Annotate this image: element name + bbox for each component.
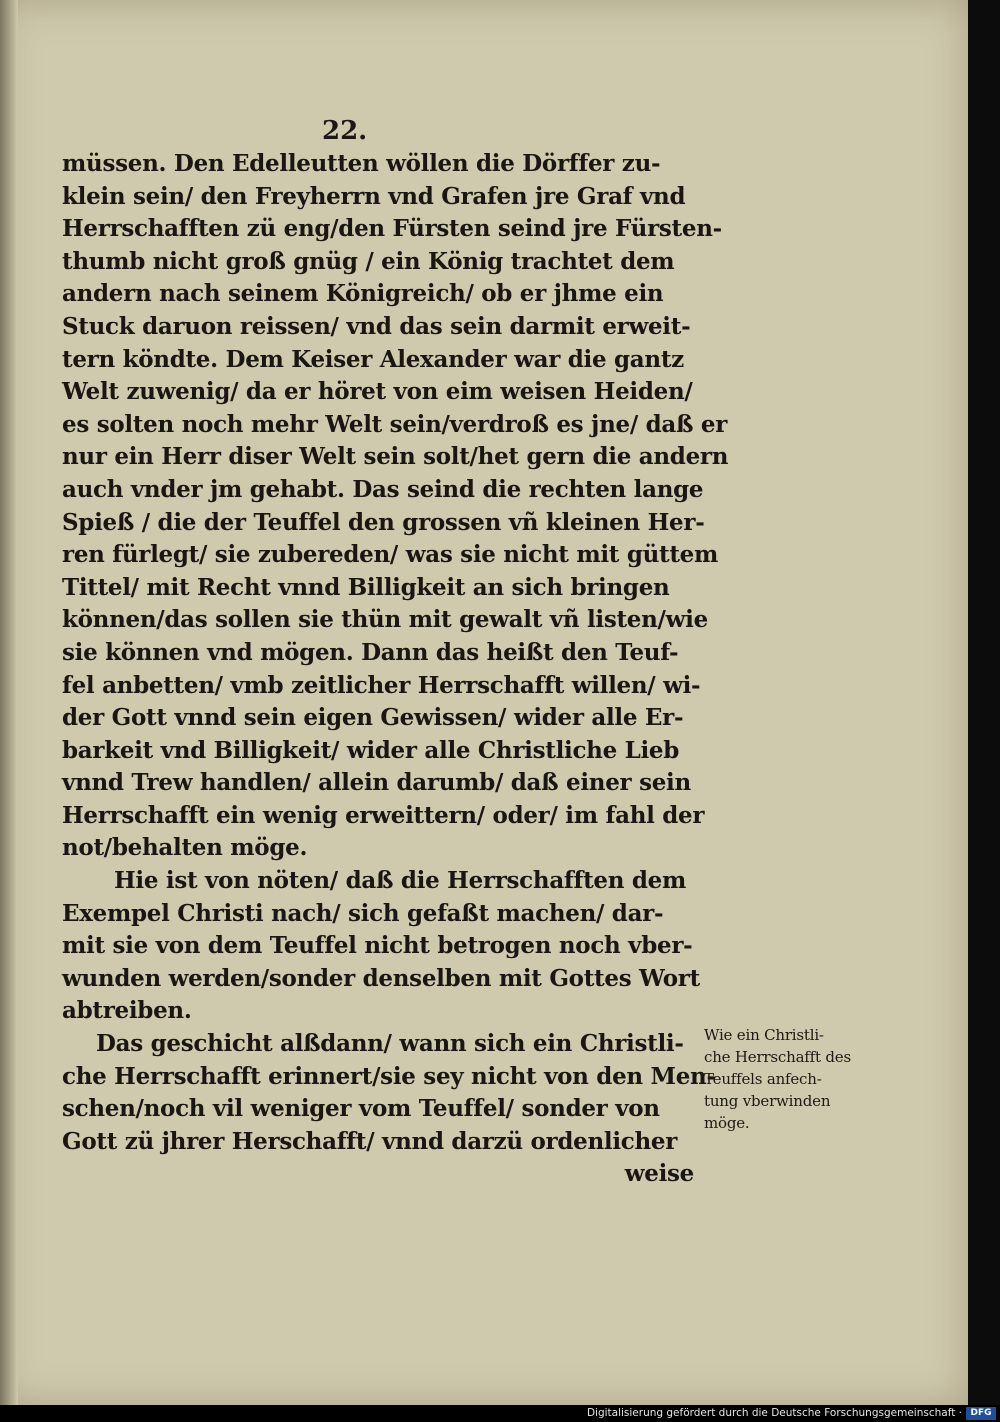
catchword: weise [624,1160,694,1188]
main-text-block [62,148,729,1191]
text-line: ren fürlegt/ sie zubereden/ was sie nicht mit güttem [62,541,719,569]
text-line: Spieß / die der Teuffel den grossen vñ kleinen Her- [62,508,705,536]
marginal-note-line: möge. [704,1114,750,1132]
text-line: che Herrschafft erinnert/sie sey nicht von den Men- [62,1062,716,1090]
text-line: Welt zuwenig/ da er höret von eim weisen Heiden/ [62,378,693,406]
text-line: mit sie von dem Teuffel nicht betrogen noch vber- [62,932,693,960]
text-line: andern nach seinem Königreich/ ob er jhme ein [62,280,664,308]
text-line: Gott zü jhrer Herschafft/ vnnd darzü ordenlicher [62,1127,678,1155]
text-line: sie können vnd mögen. Dann das heißt den Teuf- [62,638,679,666]
marginal-note-line: Teuffels anfech- [704,1070,822,1088]
text-line: abtreiben. [62,997,192,1025]
text-line: es solten noch mehr Welt sein/verdroß es jne/ daß er [62,410,728,438]
text-line: wunden werden/sonder denselben mit Gottes Wort [62,964,700,992]
text-line: Herrschafft ein wenig erweittern/ oder/ im fahl der [62,801,705,829]
text-line: thumb nicht groß gnüg / ein König trachtet dem [62,247,675,275]
text-line: schen/noch vil weniger vom Teuffel/ sonder von [62,1095,660,1123]
text-line: tern köndte. Dem Keiser Alexander war die gantz [62,345,684,373]
text-line: Stuck daruon reissen/ vnd das sein darmit erweit- [62,312,691,340]
text-line: barkeit vnd Billigkeit/ wider alle Christliche Lieb [62,736,680,764]
text-line: auch vnder jm gehabt. Das seind die rechten lange [62,475,704,503]
paragraph-start-line: Das geschicht alßdann/ wann sich ein Christli- [96,1030,684,1058]
dfg-logo: DFG [966,1407,996,1420]
funding-notice: Digitalisierung gefördert durch die Deutsche Forschungsgemeinschaft · [586,1407,962,1419]
marginal-note [704,1024,869,1134]
page-number: 22. [322,116,368,146]
page-gutter-shadow [0,0,18,1405]
text-line: Herrschafften zü eng/den Fürsten seind jre Fürsten- [62,215,722,243]
text-line: not/behalten möge. [62,834,308,862]
text-line: Exempel Christi nach/ sich gefaßt machen/ dar- [62,899,664,927]
text-line: müssen. Den Edelleutten wöllen die Dörffer zu- [62,150,661,177]
marginal-note-line: tung vberwinden [704,1092,831,1110]
text-line: fel anbetten/ vmb zeitlicher Herrschafft willen/ wi- [62,671,701,699]
text-line: nur ein Herr diser Welt sein solt/het gern die andern [62,443,729,471]
paragraph-start-line: Hie ist von nöten/ daß die Herrschafften dem [114,867,687,895]
text-line: der Gott vnnd sein eigen Gewissen/ wider alle Er- [62,704,684,732]
text-line: klein sein/ den Freyherrn vnd Grafen jre Graf vnd [62,182,686,210]
text-line: können/das sollen sie thün mit gewalt vñ listen/wie [62,606,708,634]
marginal-note-line: che Herrschafft des [704,1048,851,1066]
text-line: vnnd Trew handlen/ allein darumb/ daß einer sein [62,769,691,797]
marginal-note-line: Wie ein Christli- [704,1026,824,1044]
text-line: Tittel/ mit Recht vnnd Billigkeit an sich bringen [62,573,670,601]
